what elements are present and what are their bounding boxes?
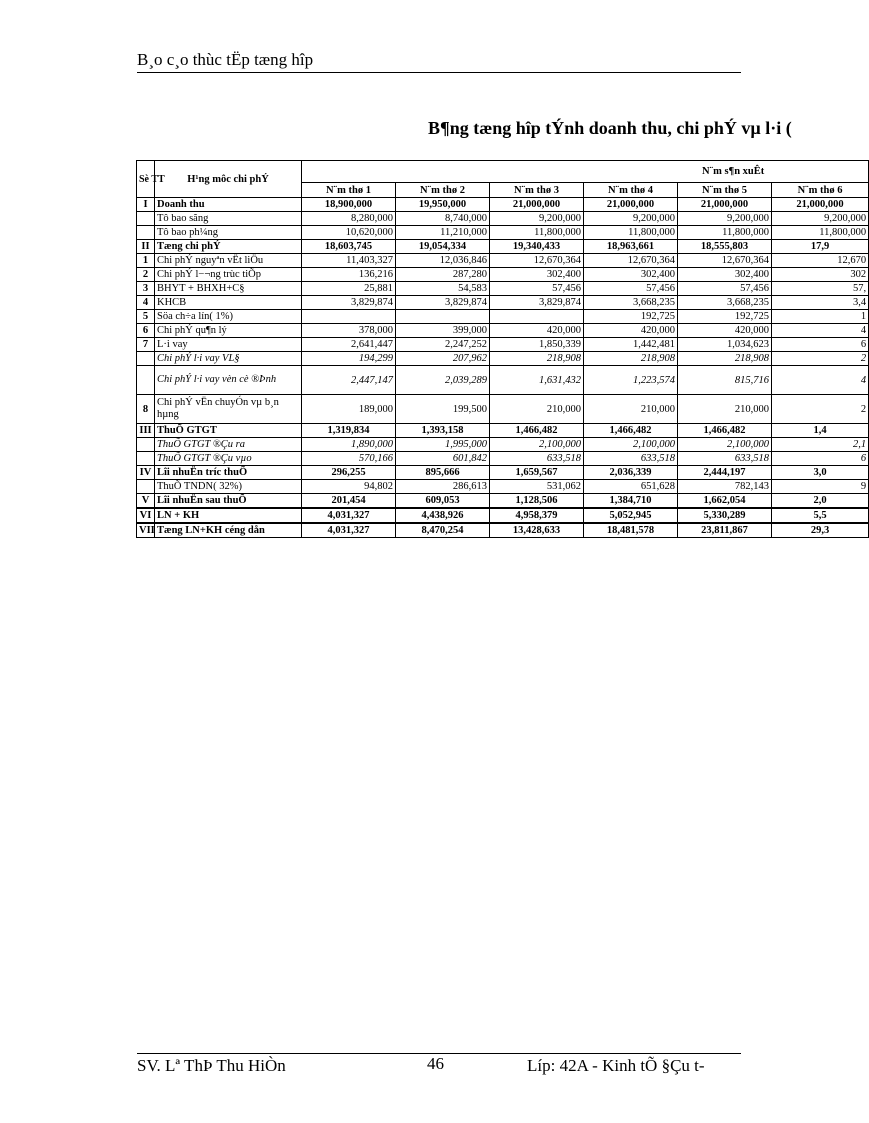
table-row	[137, 424, 869, 438]
row-number	[137, 480, 155, 494]
table-row	[137, 296, 869, 310]
footer-class: Líp: 42A - Kinh tÕ §Çu t-	[527, 1056, 705, 1075]
row-value: 1,223,574	[584, 366, 678, 395]
row-value: 13,428,633	[490, 523, 584, 538]
row-label: Tæng LN+KH céng dån	[155, 523, 302, 538]
row-value: 5,5	[772, 508, 869, 523]
row-value: 11,800,000	[584, 226, 678, 240]
row-label: BHYT + BHXH+C§	[155, 282, 302, 296]
row-value: 296,255	[302, 466, 396, 480]
row-number: V	[137, 494, 155, 509]
row-value: 815,716	[678, 366, 772, 395]
table-body	[137, 198, 869, 538]
row-value: 782,143	[678, 480, 772, 494]
row-label: Chi phÝ nguyªn vËt liÖu	[155, 254, 302, 268]
table-row	[137, 282, 869, 296]
row-value: 2	[772, 395, 869, 424]
row-value: 21,000,000	[490, 198, 584, 212]
row-number: 4	[137, 296, 155, 310]
row-value: 18,555,803	[678, 240, 772, 254]
table-row	[137, 338, 869, 352]
header-divider	[137, 72, 741, 73]
row-value: 18,963,661	[584, 240, 678, 254]
row-number	[137, 226, 155, 240]
row-value: 199,500	[396, 395, 490, 424]
row-value: 5,330,289	[678, 508, 772, 523]
row-value: 19,054,334	[396, 240, 490, 254]
row-number: I	[137, 198, 155, 212]
table-row	[137, 310, 869, 324]
row-value: 21,000,000	[584, 198, 678, 212]
table-title: B¶ng tæng hîp tÝnh doanh thu, chi phÝ vµ l·i (	[428, 118, 792, 138]
row-value: 4,958,379	[490, 508, 584, 523]
row-value: 1,034,623	[678, 338, 772, 352]
row-value: 8,280,000	[302, 212, 396, 226]
row-value: 10,620,000	[302, 226, 396, 240]
table-row	[137, 254, 869, 268]
row-value	[490, 310, 584, 324]
row-value: 1,384,710	[584, 494, 678, 509]
row-value: 2,641,447	[302, 338, 396, 352]
row-value: 192,725	[584, 310, 678, 324]
row-value	[302, 310, 396, 324]
row-value: 2,100,000	[678, 438, 772, 452]
row-value: 3,829,874	[302, 296, 396, 310]
row-value: 1,442,481	[584, 338, 678, 352]
row-value: 895,666	[396, 466, 490, 480]
row-value: 57,456	[490, 282, 584, 296]
row-value: 11,210,000	[396, 226, 490, 240]
row-value: 601,842	[396, 452, 490, 466]
row-value: 18,481,578	[584, 523, 678, 538]
row-value: 94,802	[302, 480, 396, 494]
table-row	[137, 324, 869, 338]
row-value: 2,0	[772, 494, 869, 509]
column-header-year: N¨m thø 2	[396, 183, 490, 198]
table-row	[137, 523, 869, 538]
row-value: 1,319,834	[302, 424, 396, 438]
summary-table	[136, 160, 869, 538]
row-value: 19,950,000	[396, 198, 490, 212]
row-value: 189,000	[302, 395, 396, 424]
row-value: 420,000	[678, 324, 772, 338]
row-value: 1,466,482	[678, 424, 772, 438]
table-row	[137, 366, 869, 395]
table-row	[137, 212, 869, 226]
row-value: 531,062	[490, 480, 584, 494]
row-value: 1	[772, 310, 869, 324]
row-number	[137, 438, 155, 452]
row-value: 218,908	[584, 352, 678, 366]
row-value	[396, 310, 490, 324]
row-value: 6	[772, 452, 869, 466]
row-value: 9,200,000	[678, 212, 772, 226]
column-header-year: N¨m thø 6	[772, 183, 869, 198]
row-label: Lîi nhuËn tríc thuÕ	[155, 466, 302, 480]
row-value: 18,900,000	[302, 198, 396, 212]
row-label: ThuÕ TNDN( 32%)	[155, 480, 302, 494]
row-value: 302,400	[678, 268, 772, 282]
row-value: 4	[772, 324, 869, 338]
row-value: 2,036,339	[584, 466, 678, 480]
row-number	[137, 212, 155, 226]
row-label: L·i vay	[155, 338, 302, 352]
row-value: 9,200,000	[490, 212, 584, 226]
row-label: LN + KH	[155, 508, 302, 523]
row-value: 19,340,433	[490, 240, 584, 254]
table-row	[137, 508, 869, 523]
table-row	[137, 480, 869, 494]
row-value: 4,438,926	[396, 508, 490, 523]
row-label: Chi phÝ qu¶n lý	[155, 324, 302, 338]
row-value: 3,829,874	[490, 296, 584, 310]
row-value: 210,000	[584, 395, 678, 424]
row-label: Tô bao ph¼ng	[155, 226, 302, 240]
table-row	[137, 438, 869, 452]
row-label: ThuÕ GTGT ®Çu vµo	[155, 452, 302, 466]
row-value: 1,850,339	[490, 338, 584, 352]
row-number	[137, 366, 155, 395]
row-value: 2,447,147	[302, 366, 396, 395]
row-label: Chi phÝ vËn chuyÓn vµ b¸n hµng	[155, 395, 302, 424]
row-value: 57,456	[584, 282, 678, 296]
row-value: 2,247,252	[396, 338, 490, 352]
table-row	[137, 466, 869, 480]
row-label: Chi phÝ l·i vay VL§	[155, 352, 302, 366]
row-value: 12,670,364	[584, 254, 678, 268]
row-value: 651,628	[584, 480, 678, 494]
row-number	[137, 352, 155, 366]
row-number: III	[137, 424, 155, 438]
row-value: 570,166	[302, 452, 396, 466]
row-value: 192,725	[678, 310, 772, 324]
row-value: 286,613	[396, 480, 490, 494]
row-value: 2,444,197	[678, 466, 772, 480]
row-label: KHCB	[155, 296, 302, 310]
row-value: 302,400	[584, 268, 678, 282]
row-value: 11,403,327	[302, 254, 396, 268]
column-group-years: N¨m s¶n xuÊt	[302, 161, 869, 183]
summary-table-container	[136, 160, 867, 590]
row-value: 136,216	[302, 268, 396, 282]
row-number: 6	[137, 324, 155, 338]
row-value: 210,000	[678, 395, 772, 424]
row-number: VI	[137, 508, 155, 523]
column-header-year: N¨m thø 1	[302, 183, 396, 198]
row-value: 21,000,000	[772, 198, 869, 212]
row-number: VII	[137, 523, 155, 538]
column-header-year: N¨m thø 3	[490, 183, 584, 198]
column-header-stt: Sè TT	[137, 161, 155, 198]
row-value: 12,670,364	[490, 254, 584, 268]
row-value: 1,466,482	[584, 424, 678, 438]
row-value: 1,995,000	[396, 438, 490, 452]
row-value: 3,0	[772, 466, 869, 480]
row-value: 54,583	[396, 282, 490, 296]
table-row	[137, 395, 869, 424]
row-value: 218,908	[490, 352, 584, 366]
row-value: 2,039,289	[396, 366, 490, 395]
row-value: 4	[772, 366, 869, 395]
row-label: Tæng chi phÝ	[155, 240, 302, 254]
row-label: Chi phÝ l·i vay vèn cè ®Þnh	[155, 366, 302, 395]
row-value: 9	[772, 480, 869, 494]
row-value: 633,518	[490, 452, 584, 466]
row-value: 2,100,000	[584, 438, 678, 452]
row-value: 1,393,158	[396, 424, 490, 438]
table-row	[137, 494, 869, 509]
table-row	[137, 452, 869, 466]
row-value: 1,631,432	[490, 366, 584, 395]
row-value: 201,454	[302, 494, 396, 509]
row-value: 11,800,000	[772, 226, 869, 240]
row-value: 1,659,567	[490, 466, 584, 480]
row-value: 21,000,000	[678, 198, 772, 212]
row-value: 17,9	[772, 240, 869, 254]
row-value: 8,470,254	[396, 523, 490, 538]
row-value: 9,200,000	[584, 212, 678, 226]
report-header: B¸o c¸o thùc tËp tæng hîp	[137, 50, 314, 69]
page-number: 46	[427, 1054, 444, 1073]
row-value: 4,031,327	[302, 508, 396, 523]
row-value: 57,	[772, 282, 869, 296]
row-number: 5	[137, 310, 155, 324]
row-label: Söa ch÷a lín( 1%)	[155, 310, 302, 324]
row-value: 218,908	[678, 352, 772, 366]
row-number	[137, 452, 155, 466]
row-value: 57,456	[678, 282, 772, 296]
column-header-item: H¹ng môc chi phÝ	[155, 161, 302, 198]
row-value: 11,800,000	[490, 226, 584, 240]
row-value: 633,518	[678, 452, 772, 466]
row-label: Chi phÝ l−¬ng trùc tiÕp	[155, 268, 302, 282]
row-value: 3,4	[772, 296, 869, 310]
row-value: 1,128,506	[490, 494, 584, 509]
row-value: 287,280	[396, 268, 490, 282]
row-value: 1,466,482	[490, 424, 584, 438]
row-label: Lîi nhuËn sau thuÕ	[155, 494, 302, 509]
column-header-year: N¨m thø 4	[584, 183, 678, 198]
row-value: 5,052,945	[584, 508, 678, 523]
row-value: 6	[772, 338, 869, 352]
row-value: 302	[772, 268, 869, 282]
row-value: 1,4	[772, 424, 869, 438]
row-number: IV	[137, 466, 155, 480]
table-row	[137, 240, 869, 254]
row-value: 378,000	[302, 324, 396, 338]
row-label: Doanh thu	[155, 198, 302, 212]
table-row	[137, 352, 869, 366]
table-row	[137, 198, 869, 212]
row-value: 2	[772, 352, 869, 366]
row-value: 29,3	[772, 523, 869, 538]
row-value: 1,662,054	[678, 494, 772, 509]
row-value: 1,890,000	[302, 438, 396, 452]
row-value: 8,740,000	[396, 212, 490, 226]
row-number: II	[137, 240, 155, 254]
row-value: 207,962	[396, 352, 490, 366]
row-number: 8	[137, 395, 155, 424]
row-value: 3,668,235	[678, 296, 772, 310]
row-value: 12,036,846	[396, 254, 490, 268]
row-value: 9,200,000	[772, 212, 869, 226]
row-value: 302,400	[490, 268, 584, 282]
row-value: 399,000	[396, 324, 490, 338]
row-label: ThuÕ GTGT	[155, 424, 302, 438]
row-value: 210,000	[490, 395, 584, 424]
row-value: 25,881	[302, 282, 396, 296]
row-value: 23,811,867	[678, 523, 772, 538]
row-value: 12,670	[772, 254, 869, 268]
row-label: Tô bao sãng	[155, 212, 302, 226]
row-value: 194,299	[302, 352, 396, 366]
row-value: 609,053	[396, 494, 490, 509]
row-number: 3	[137, 282, 155, 296]
row-value: 2,1	[772, 438, 869, 452]
column-header-year: N¨m thø 5	[678, 183, 772, 198]
row-value: 4,031,327	[302, 523, 396, 538]
row-value: 12,670,364	[678, 254, 772, 268]
table-row	[137, 226, 869, 240]
table-row	[137, 268, 869, 282]
row-value: 633,518	[584, 452, 678, 466]
row-value: 3,829,874	[396, 296, 490, 310]
row-number: 2	[137, 268, 155, 282]
row-value: 420,000	[584, 324, 678, 338]
row-number: 7	[137, 338, 155, 352]
row-value: 3,668,235	[584, 296, 678, 310]
row-value: 18,603,745	[302, 240, 396, 254]
row-value: 2,100,000	[490, 438, 584, 452]
row-value: 11,800,000	[678, 226, 772, 240]
row-label: ThuÕ GTGT ®Çu ra	[155, 438, 302, 452]
footer-student-name: SV. Lª ThÞ Thu HiÒn	[137, 1056, 286, 1075]
row-value: 420,000	[490, 324, 584, 338]
row-number: 1	[137, 254, 155, 268]
